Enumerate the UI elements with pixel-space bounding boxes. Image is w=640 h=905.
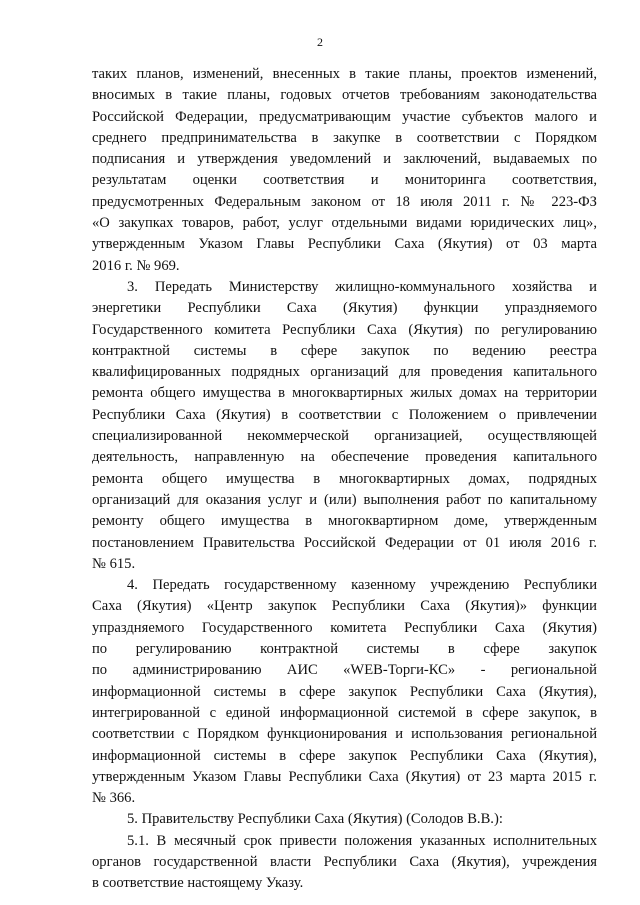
text-line: среднего предпринимательства в закупке в соответствии с Порядком bbox=[92, 129, 597, 146]
text-line: деятельность, направленную на обеспечение проведения капитального bbox=[92, 449, 597, 466]
text-line: ремонту общего имущества в многоквартирном доме, утвержденным bbox=[92, 513, 597, 530]
text-line: ремонта общего имущества в многоквартирных жилых домах на территории bbox=[92, 385, 597, 402]
text-line: Саха (Якутия) «Центр закупок Республики Саха (Якутия)» функции bbox=[92, 598, 597, 615]
text-line: в соответствие настоящему Указу. bbox=[92, 875, 304, 892]
text-line: упраздняемого Государственного комитета Республики Саха (Якутия) bbox=[92, 619, 597, 636]
text-line: подписания и утверждения уведомлений и заключений, выдаваемых по bbox=[92, 151, 597, 168]
text-line: информационной системы в сфере закупок Республики Саха (Якутия), bbox=[92, 747, 597, 764]
paragraph-p5 bbox=[92, 831, 597, 895]
text-line: 3. Передать Министерству жилищно-коммунального хозяйства и bbox=[127, 278, 597, 295]
text-line: № 615. bbox=[92, 555, 136, 572]
text-line: утвержденным Указом Главы Республики Саха (Якутия) от 03 марта bbox=[92, 236, 597, 253]
text-line: Республики Саха (Якутия) в соответствии с Положением о привлечении bbox=[92, 406, 597, 423]
text-line: квалифицированных подрядных организаций для проведения капитального bbox=[92, 364, 597, 381]
text-line: «О закупках товаров, работ, услуг отдельными видами юридических лиц», bbox=[92, 215, 597, 232]
text-line: постановлением Правительства Российской Федерации от 01 июля 2016 г. bbox=[92, 534, 597, 551]
text-line: результатам оценки соответствия и мониторинга соответствия, bbox=[92, 172, 597, 189]
text-line: таких планов, изменений, внесенных в такие планы, проектов изменений, bbox=[92, 66, 597, 82]
text-line: 2016 г. № 969. bbox=[92, 257, 180, 274]
text-line: контрактной системы в сфере закупок по ведению реестра bbox=[92, 342, 597, 359]
paragraph-p4 bbox=[92, 809, 597, 830]
text-line: 4. Передать государственному казенному учреждению Республики bbox=[127, 577, 597, 594]
text-line: 5. Правительству Республики Саха (Якутия) (Солодов В.В.): bbox=[127, 811, 503, 828]
text-line: Российской Федерации, предусматривающим участие субъектов малого и bbox=[92, 108, 597, 125]
text-line: 5.1. В месячный срок привести положения указанных исполнительных bbox=[127, 832, 597, 849]
paragraph-p2 bbox=[92, 277, 597, 575]
text-line: соответствии с Порядком функционирования и использования региональной bbox=[92, 726, 597, 743]
text-line: вносимых в такие планы, годовых отчетов требованиям законодательства bbox=[92, 87, 597, 104]
text-line: по регулированию контрактной системы в сфере закупок bbox=[92, 641, 597, 658]
text-line: предусмотренных Федеральным законом от 18 июля 2011 г. № 223-ФЗ bbox=[92, 193, 597, 210]
text-line: Государственного комитета Республики Саха (Якутия) по регулированию bbox=[92, 321, 597, 338]
text-line: информационной системы в сфере закупок Республики Саха (Якутия), bbox=[92, 683, 597, 700]
page-number: 2 bbox=[317, 35, 323, 49]
text-line: специализированной некоммерческой организацией, осуществляющей bbox=[92, 428, 597, 445]
text-line: № 366. bbox=[92, 790, 136, 807]
text-line: утвержденным Указом Главы Республики Саха (Якутия) от 23 марта 2015 г. bbox=[92, 768, 597, 785]
text-line: интегрированной с единой информационной системой в сфере закупок, в bbox=[92, 704, 597, 721]
document-body bbox=[92, 64, 597, 895]
paragraph-p3 bbox=[92, 575, 597, 809]
text-line: по администрированию АИС «WEB-Торги-КС» - региональной bbox=[92, 662, 597, 679]
text-line: ремонта общего имущества в многоквартирных домах, подрядных bbox=[92, 470, 597, 487]
paragraph-p1 bbox=[92, 64, 597, 277]
text-line: энергетики Республики Саха (Якутия) функции упраздняемого bbox=[92, 300, 597, 317]
text-line: органов государственной власти Республики Саха (Якутия), учреждения bbox=[92, 853, 597, 870]
text-line: организаций для оказания услуг и (или) выполнения работ по капитальному bbox=[92, 491, 597, 508]
